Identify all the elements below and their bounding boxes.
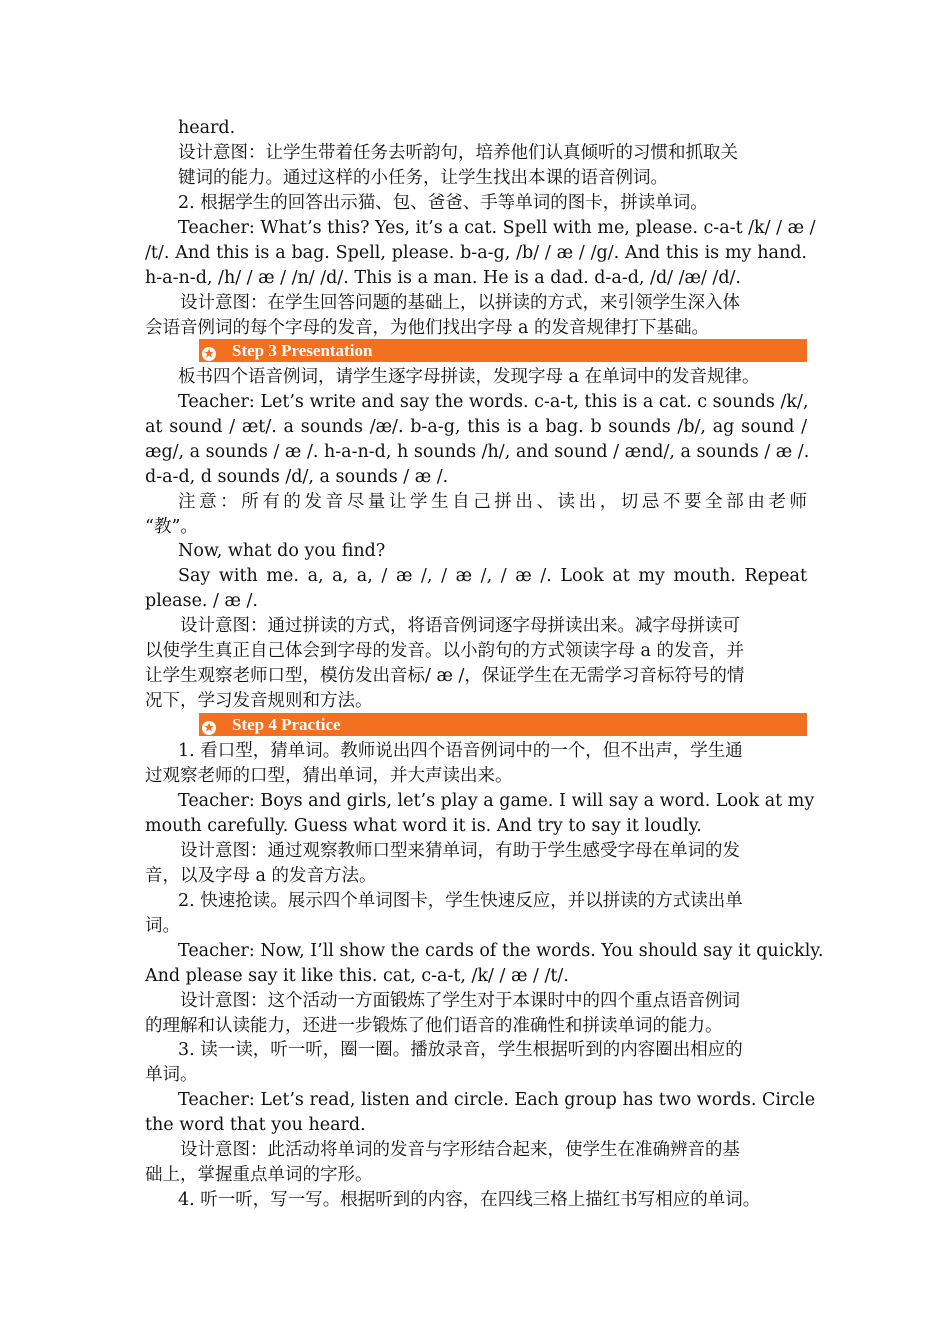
text-line: 设计意图：此活动将单词的发音与字形结合起来，使学生在准确辨音的基	[180, 1140, 740, 1160]
text-line: 设计意图：在学生回答问题的基础上，以拼读的方式，来引领学生深入体	[180, 293, 740, 313]
text-line: d-a-d, d sounds /d/, a sounds / æ /.	[145, 467, 449, 487]
text-line: 会语音例词的每个字母的发音，为他们找出字母 a 的发音规律打下基础。	[145, 318, 710, 338]
text-line: Now, what do you find?	[178, 541, 386, 561]
text-line: 设计意图：通过拼读的方式，将语音例词逐字母拼读出来。减字母拼读可	[180, 616, 740, 636]
text-line: 音，以及字母 a 的发音方法。	[145, 866, 377, 886]
text-line: 2. 根据学生的回答出示猫、包、爸爸、手等单词的图卡，拼读单词。	[178, 193, 708, 213]
text-line: 的理解和认读能力，还进一步锻炼了他们语音的准确性和拼读单词的能力。	[145, 1016, 723, 1036]
section-title: Step 4 Practice	[232, 715, 341, 734]
text-line: 词。	[145, 916, 180, 936]
text-line: mouth carefully. Guess what word it is. And try to say it loudly.	[145, 816, 702, 836]
text-line: 设计意图：通过观察教师口型来猜单词，有助于学生感受字母在单词的发	[180, 841, 740, 861]
text-line: at sound / æt/. a sounds /æ/. b-a-g, this is a bag. b sounds /b/, ag sound /	[145, 417, 807, 437]
text-line: please. / æ /.	[145, 591, 258, 611]
section-title: Step 3 Presentation	[232, 341, 373, 360]
text-line: 以使学生真正自己体会到字母的发音。以小韵句的方式领读字母 a 的发音，并	[145, 641, 745, 661]
text-line: 1. 看口型，猜单词。教师说出四个语音例词中的一个，但不出声，学生通	[178, 741, 743, 761]
text-line: Teacher: Boys and girls, let’s play a game. I will say a word. Look at my	[178, 791, 815, 811]
text-line: 单词。	[145, 1065, 198, 1085]
text-line: “教”。	[145, 517, 198, 537]
text-line: And please say it like this. cat, c-a-t, /k/ / æ / /t/.	[145, 966, 569, 986]
star-icon: ★	[202, 347, 216, 361]
text-line: 础上，掌握重点单词的字形。	[145, 1165, 373, 1185]
text-line: Teacher: Now, I’ll show the cards of the words. You should say it quickly.	[178, 941, 824, 961]
text-line: 让学生观察老师口型，模仿发出音标/ æ /，保证学生在无需学习音标符号的情	[145, 666, 745, 686]
text-line: 键词的能力。通过这样的小任务，让学生找出本课的语音例词。	[178, 168, 668, 188]
text-line: 设计意图：这个活动一方面锻炼了学生对于本课时中的四个重点语音例词	[180, 991, 740, 1011]
star-icon: ★	[202, 721, 216, 735]
text-line: 注意：所有的发音尽量让学生自己拼出、读出，切忌不要全部由老师	[178, 492, 807, 512]
text-line: Say with me. a, a, a, / æ /, / æ /, / æ /. Look at my mouth. Repeat	[178, 566, 807, 586]
text-line: 2. 快速抢读。展示四个单词图卡，学生快速反应，并以拼读的方式读出单	[178, 891, 743, 911]
section-banner-step-4	[199, 713, 807, 736]
text-line: 设计意图：让学生带着任务去听韵句，培养他们认真倾听的习惯和抓取关	[178, 143, 738, 163]
text-line: Teacher: Let’s read, listen and circle. Each group has two words. Circle	[178, 1090, 816, 1110]
text-line: 过观察老师的口型，猜出单词，并大声读出来。	[145, 766, 513, 786]
section-banner-step-3	[199, 339, 807, 362]
text-line: Teacher: What’s this? Yes, it’s a cat. Spell with me, please. c-a-t /k/ / æ /	[178, 218, 816, 238]
text-line: Teacher: Let’s write and say the words. c-a-t, this is a cat. c sounds /k/,	[178, 392, 809, 412]
text-line: 4. 听一听，写一写。根据听到的内容，在四线三格上描红书写相应的单词。	[178, 1190, 761, 1210]
text-line: heard.	[178, 118, 236, 138]
text-line: /t/. And this is a bag. Spell, please. b-a-g, /b/ / æ / /g/. And this is my hand.	[145, 243, 807, 263]
text-line: 板书四个语音例词，请学生逐字母拼读，发现字母 a 在单词中的发音规律。	[178, 367, 760, 387]
text-line: the word that you heard.	[145, 1115, 366, 1135]
text-line: 况下，学习发音规则和方法。	[145, 691, 373, 711]
text-line: æg/, a sounds / æ /. h-a-n-d, h sounds /h/, and sound / ænd/, a sounds / æ /.	[145, 442, 810, 462]
text-line: 3. 读一读，听一听，圈一圈。播放录音，学生根据听到的内容圈出相应的	[178, 1040, 743, 1060]
text-line: h-a-n-d, /h/ / æ / /n/ /d/. This is a man. He is a dad. d-a-d, /d/ /æ/ /d/.	[145, 268, 741, 288]
